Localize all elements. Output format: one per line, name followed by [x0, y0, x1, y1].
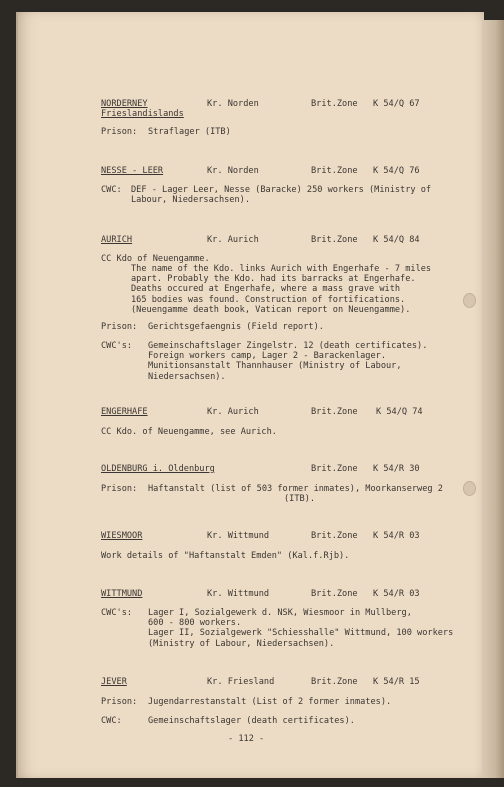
entry-ref: K 54/Q 67 — [373, 99, 420, 109]
entry-place: NESSE - LEER — [101, 166, 164, 176]
entry-label: CWC: — [101, 716, 122, 726]
entry-place: JEVER — [101, 677, 127, 687]
entry-kreis: Kr. Wittmund — [207, 589, 270, 599]
entry-kreis: Kr. Norden — [207, 166, 259, 176]
entry-text: Work details of "Haftanstalt Emden" (Kal.f.Rjb). — [101, 551, 350, 561]
entry-place: OLDENBURG i. Oldenburg — [101, 464, 215, 474]
entry-label: Prison: — [101, 322, 138, 332]
punch-hole — [463, 293, 476, 308]
entry-text: Gemeinschaftslager (death certificates). — [148, 716, 355, 726]
entry-place: WIESMOOR — [101, 531, 143, 541]
entry-place: WITTMUND — [101, 589, 143, 599]
entry-text: CC Kdo. of Neuengamme, see Aurich. — [101, 427, 277, 437]
entry-text: Lager I, Sozialgewerk d. NSK, Wiesmoor in Mullberg, 600 - 800 workers. Lager II, Sozialgewerk "Schiesshalle" Wittmund, 100 workers (Ministry of Labour, Niedersachsen). — [148, 608, 454, 649]
entry-text: Gerichtsgefaengnis (Field report). — [148, 322, 324, 332]
entry-text: Straflager (ITB) — [148, 127, 231, 137]
entry-zone: Brit.Zone — [311, 166, 358, 176]
next-page-edge — [482, 20, 504, 778]
document-page — [16, 12, 484, 778]
entry-kreis: Kr. Norden — [207, 99, 259, 109]
entry-place: NORDERNEY — [101, 99, 148, 109]
entry-place: ENGERHAFE — [101, 407, 148, 417]
entry-label: CWC's: — [101, 608, 133, 618]
entry-ref: K 54/Q 76 — [373, 166, 420, 176]
entry-kreis: Kr. Aurich — [207, 407, 259, 417]
entry-label: CWC's: — [101, 341, 133, 351]
entry-zone: Brit.Zone — [311, 589, 358, 599]
entry-text: DEF - Lager Leer, Nesse (Baracke) 250 workers (Ministry of Labour, Niedersachsen). — [131, 185, 432, 206]
entry-cc-details: The name of the Kdo. links Aurich with Engerhafe - 7 miles apart. Probably the Kdo. had its barracks at Engerhafe. Deaths occured at Engerhafe, where a mass grave with 165 bodies was found. Construction of fortifications. (Neuengamme death book, Vatican report on Neuengamme). — [131, 264, 432, 315]
entry-zone: Brit.Zone — [311, 407, 358, 417]
entry-kreis: Kr. Wittmund — [207, 531, 270, 541]
entry-kreis: Kr. Aurich — [207, 235, 259, 245]
entry-ref: K 54/Q 84 — [373, 235, 420, 245]
entry-zone: Brit.Zone — [311, 677, 358, 687]
entry-ref: K 54/R 03 — [373, 531, 420, 541]
entry-text: Haftanstalt (list of 503 former inmates), Moorkanserweg 2 (ITB). — [148, 484, 443, 505]
entry-zone: Brit.Zone — [311, 235, 358, 245]
entry-label: Prison: — [101, 697, 138, 707]
entry-cc-line: CC Kdo of Neuengamme. — [101, 254, 210, 264]
entry-place-sub: Frieslandislands — [101, 109, 184, 119]
entry-zone: Brit.Zone — [311, 531, 358, 541]
entry-label: Prison: — [101, 484, 138, 494]
entry-ref: K 54/R 15 — [373, 677, 420, 687]
entry-zone: Brit.Zone — [311, 464, 358, 474]
entry-cwc-details: Gemeinschaftslager Zingelstr. 12 (death certificates). Foreign workers camp, Lager 2 - Barackenlager. Munitionsanstalt Thannhauser (Ministry of Labour, Niedersachsen). — [148, 341, 428, 382]
punch-hole — [463, 481, 476, 496]
entry-zone: Brit.Zone — [311, 99, 358, 109]
entry-ref: K 54/R 30 — [373, 464, 420, 474]
entry-place: AURICH — [101, 235, 133, 245]
entry-ref: K 54/Q 74 — [376, 407, 423, 417]
page-number: - 112 - — [228, 734, 265, 744]
entry-kreis: Kr. Friesland — [207, 677, 275, 687]
entry-label: Prison: — [101, 127, 138, 137]
entry-ref: K 54/R 03 — [373, 589, 420, 599]
entry-text: Jugendarrestanstalt (List of 2 former inmates). — [148, 697, 392, 707]
entry-label: CWC: — [101, 185, 122, 195]
